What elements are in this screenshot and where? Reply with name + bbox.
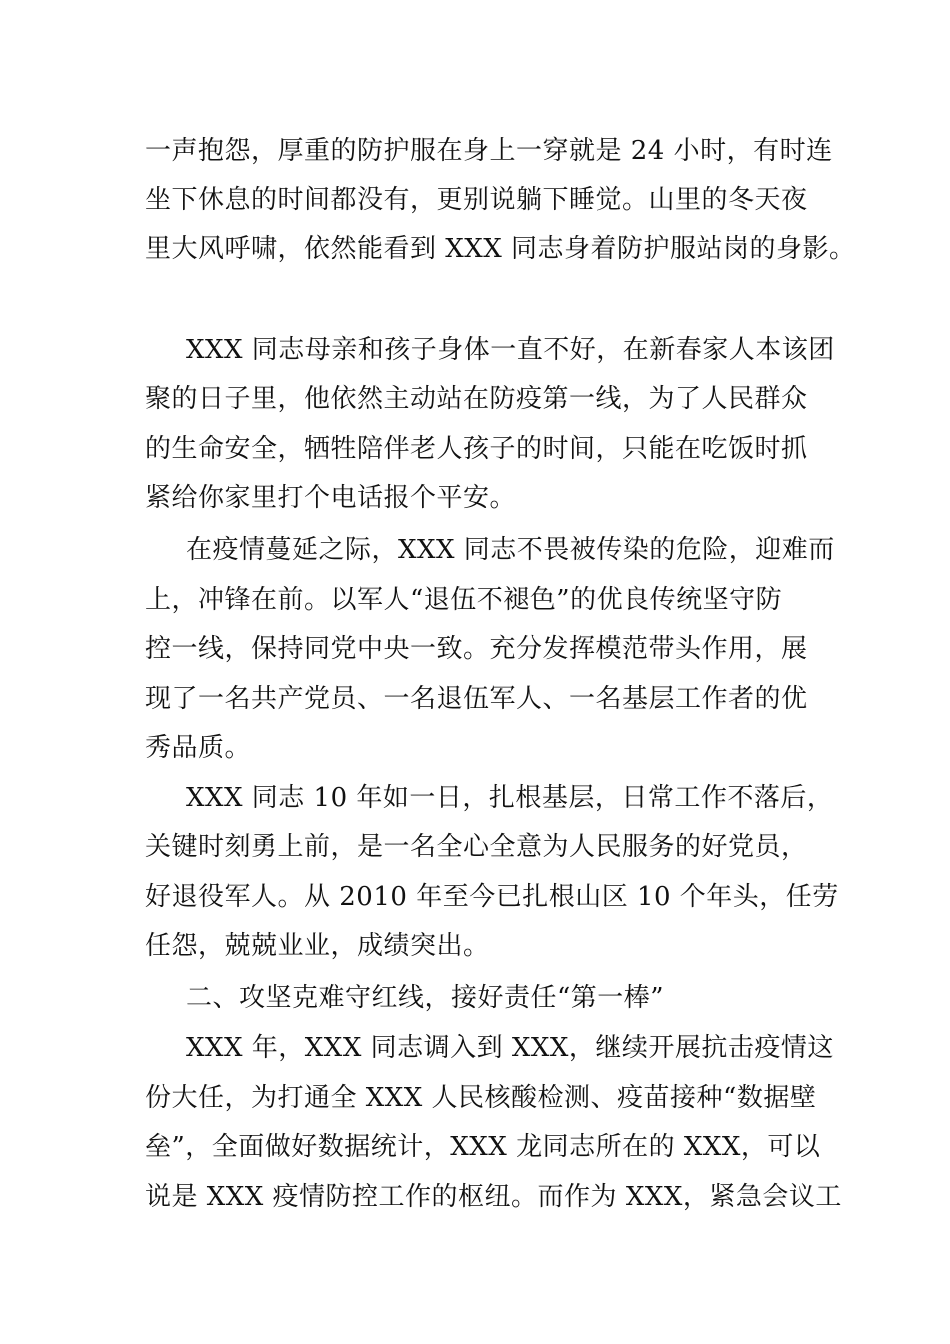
text-line: 在疫情蔓延之际，XXX 同志不畏被传染的危险，迎难而: [186, 535, 835, 565]
text-line: 说是 XXX 疫情防控工作的枢纽。而作为 XXX，紧急会议工: [145, 1182, 842, 1212]
text-line: XXX 同志母亲和孩子身体一直不好，在新春家人本该团: [186, 335, 835, 365]
text-line: XXX 年，XXX 同志调入到 XXX，继续开展抗击疫情这: [186, 1033, 834, 1063]
text-line: 控一线，保持同党中央一致。充分发挥模范带头作用，展: [145, 634, 808, 664]
text-line: 现了一名共产党员、一名退伍军人、一名基层工作者的优: [145, 684, 808, 714]
text-line: 的生命安全，牺牲陪伴老人孩子的时间，只能在吃饭时抓: [145, 434, 808, 464]
text-line: 聚的日子里，他依然主动站在防疫第一线，为了人民群众: [145, 384, 808, 414]
section-heading: 二、攻坚克难守红线，接好责任“第一棒”: [186, 983, 665, 1013]
text-line: 垒”，全面做好数据统计，XXX 龙同志所在的 XXX，可以: [145, 1132, 821, 1162]
text-line: 任怨，兢兢业业，成绩突出。: [145, 931, 490, 961]
text-line: 坐下休息的时间都没有，更别说躺下睡觉。山里的冬天夜: [145, 185, 808, 215]
text-line: 秀品质。: [145, 733, 252, 763]
text-line: 份大任，为打通全 XXX 人民核酸检测、疫苗接种“数据壁: [145, 1083, 817, 1113]
text-line: 关键时刻勇上前，是一名全心全意为人民服务的好党员，: [145, 832, 808, 862]
text-line: 上，冲锋在前。以军人“退伍不褪色”的优良传统坚守防: [145, 585, 783, 615]
text-line: 一声抱怨，厚重的防护服在身上一穿就是 24 小时，有时连: [145, 136, 833, 166]
text-line: XXX 同志 10 年如一日，扎根基层，日常工作不落后，: [186, 783, 834, 813]
text-line: 里大风呼啸，依然能看到 XXX 同志身着防护服站岗的身影。: [145, 234, 856, 264]
text-line: 紧给你家里打个电话报个平安。: [145, 483, 517, 513]
text-line: 好退役军人。从 2010 年至今已扎根山区 10 个年头，任劳: [145, 882, 839, 912]
